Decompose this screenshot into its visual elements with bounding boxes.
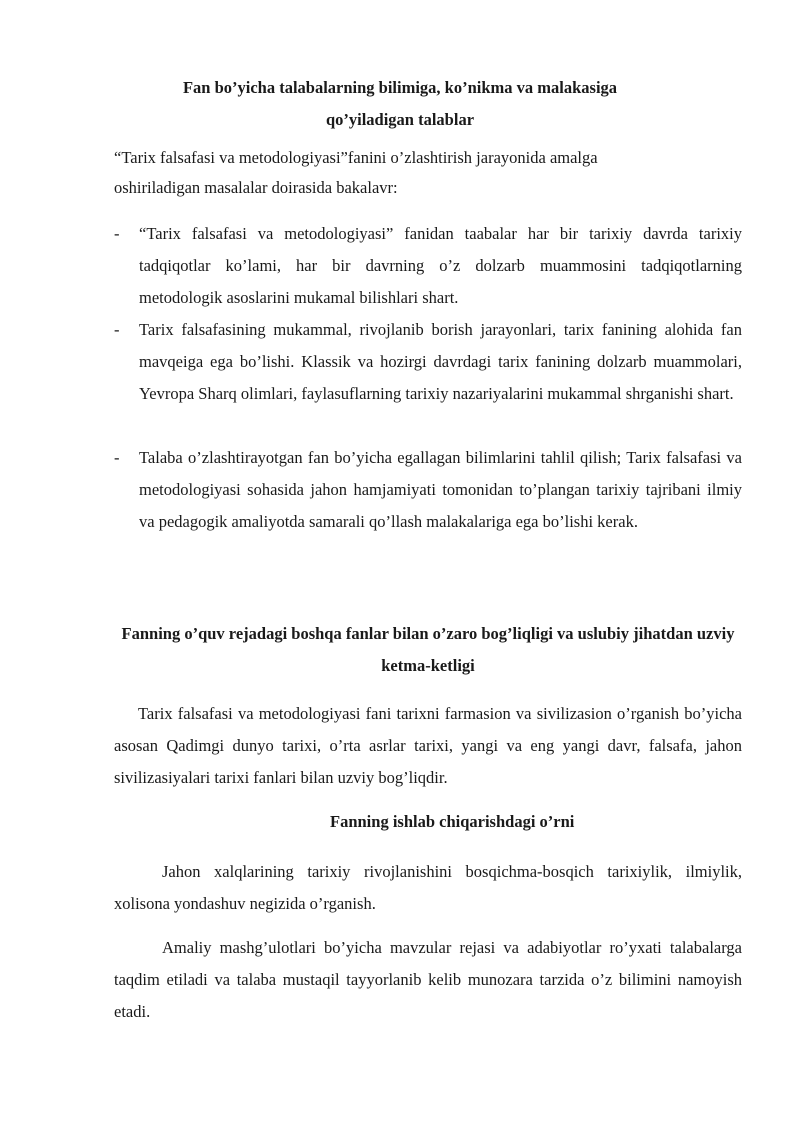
bullet-text: Talaba o’zlashtirayotgan fan bo’yicha egallagan bilimlarini tahlil qilish; Tarix falsafasi va metodologiyasi sohasida jahon hamjamiyati tomonidan to’plangan tarixiy tajribani ilmiy va pedagogik amaliyotda samarali qo’llash malakalariga ega bo’lishi kerak. [139,448,742,531]
bullet-dash: - [114,320,120,339]
section2-title: Fanning o’quv rejadagi boshqa fanlar bilan o’zaro bog’liqligi va uslubiy jihatdan uzviy ketma-ketligi [121,624,735,675]
section1-intro: “Tarix falsafasi va metodologiyasi”fanini o’zlashtirish jarayonida amalga oshiriladigan masalalar doirasida bakalavr: [114,148,598,197]
bullet-item-2 [114,314,742,410]
bullet-item-3 [114,442,742,538]
section1-title-line2: qo’yiladigan talablar [325,110,475,129]
bullet-item-1 [114,218,742,314]
section3-title: Fanning ishlab chiqarishdagi o’rni [330,812,575,831]
section2-paragraph: Tarix falsafasi va metodologiyasi fani tarixni farmasion va sivilizasion o’rganish bo’yicha asosan Qadimgi dunyo tarixi, o’rta asrlar tarixi, yangi va eng yangi davr, falsafa, jahon sivilizasiyalari tarixi fanlari bilan uzviy bog’liqdir. [114,704,742,787]
bullet-text: “Tarix falsafasi va metodologiyasi” fanidan taabalar har bir tarixiy davrda tarixiy tadqiqotlar ko’lami, har bir davrning o’z dolzarb muammosini tadqiqotlarning metodologik asoslarini mukamal bilishlari shart. [139,224,742,307]
section3-paragraph-1: Jahon xalqlarining tarixiy rivojlanishini bosqichma-bosqich tarixiylik, ilmiylik, xolisona yondashuv negizida o’rganish. [114,862,742,913]
section3-paragraph-2: Amaliy mashg’ulotlari bo’yicha mavzular rejasi va adabiyotlar ro’yxati talabalarga taqdim etiladi va talaba mustaqil tayyorlanib kelib munozara tarzida o’z bilimini namoyish etadi. [114,938,742,1021]
bullet-text: Tarix falsafasining mukammal, rivojlanib borish jarayonlari, tarix fanining alohida fan mavqeiga ega bo’lishi. Klassik va hozirgi davrdagi tarix fanining dolzarb muammolari, Yevropa Sharq olimlari, faylasuflarning tarixiy nazariyalarini mukammal shrganishi shart. [139,320,742,403]
section1-title-line1: Fan bo’yicha talabalarning bilimiga, ko’nikma va malakasiga [182,78,618,97]
bullet-dash: - [114,224,120,243]
bullet-dash: - [114,448,120,467]
